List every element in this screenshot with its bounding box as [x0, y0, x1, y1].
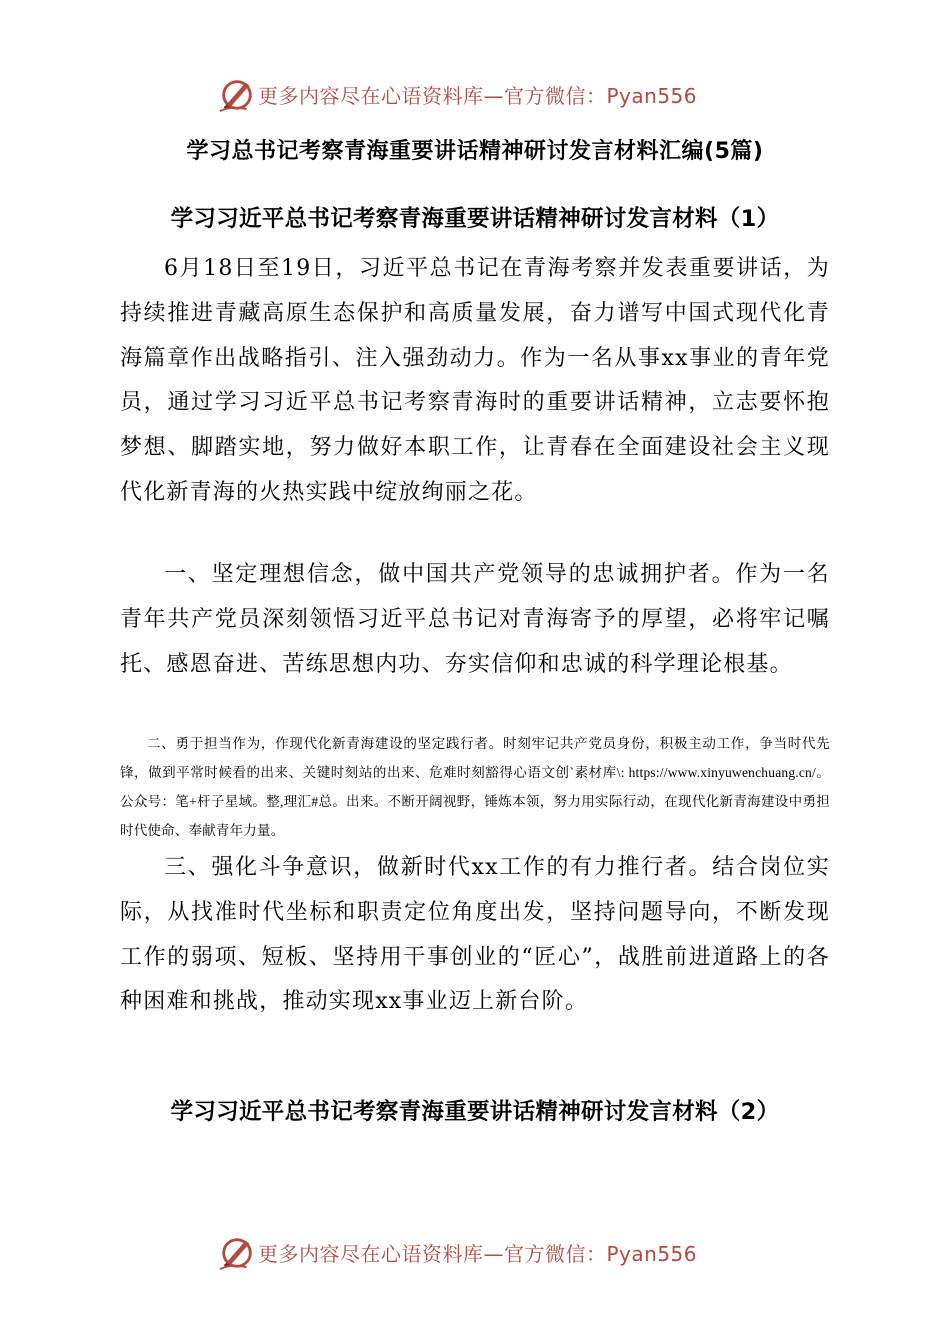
watermark-text: 更多内容尽在心语资料库—官方微信：Pyan556 [258, 1241, 698, 1266]
paragraph-point-1: 一、坚定理想信念，做中国共产党领导的忠诚拥护者。作为一名青年共产党员深刻领悟习近平总书记对青海寄予的厚望，必将牢记嘱托、感恩奋进、苦练思想内功、夯实信仰和忠诚的科学理论根基。 [120, 562, 830, 677]
pen-logo-icon [218, 1233, 256, 1271]
paragraph-point-3: 三、强化斗争意识，做新时代xx工作的有力推行者。结合岗位实际，从找准时代坐标和职责定位角度出发，坚持问题导向，不断发现工作的弱项、短板、坚持用干事创业的“匠心”，战胜前进道路上的各种困难和挑战，推动实现xx事业迈上新台阶。 [120, 855, 830, 1015]
section-2-title: 学习习近平总书记考察青海重要讲话精神研讨发言材料（2） [170, 1099, 780, 1125]
watermark-text: 更多内容尽在心语资料库—官方微信：Pyan556 [258, 83, 698, 108]
pen-logo-icon [218, 75, 256, 113]
paragraph-point-2: 二、勇于担当作为，作现代化新青海建设的坚定践行者。时刻牢记共产党员身份，积极主动工作，争当时代先锋，做到平常时候看的出来、关键时刻站的出来、危难时刻豁得心语文创`素材库\: https://www.xinyuwenchuang.cn/。公众号：笔+杆子星域。整,理汇#总。出来。不断开阔视野，锤炼本领，努力用实际行动，在现代化新青海建设中勇担时代使命、奉献青年力量。 [120, 736, 830, 838]
watermark-banner-top [218, 72, 738, 116]
section-1-title: 学习习近平总书记考察青海重要讲话精神研讨发言材料（1） [170, 206, 780, 232]
watermark-banner-bottom [218, 1230, 738, 1274]
document-title: 学习总书记考察青海重要讲话精神研讨发言材料汇编(5篇) [186, 139, 764, 164]
paragraph-intro: 6月18日至19日，习近平总书记在青海考察并发表重要讲话，为持续推进青藏高原生态保护和高质量发展，奋力谱写中国式现代化青海篇章作出战略指引、注入强劲动力。作为一名从事xx事业的青年党员，通过学习习近平总书记考察青海时的重要讲话精神，立志要怀抱梦想、脚踏实地，努力做好本职工作，让青春在全面建设社会主义现代化新青海的火热实践中绽放绚丽之花。 [120, 256, 830, 505]
